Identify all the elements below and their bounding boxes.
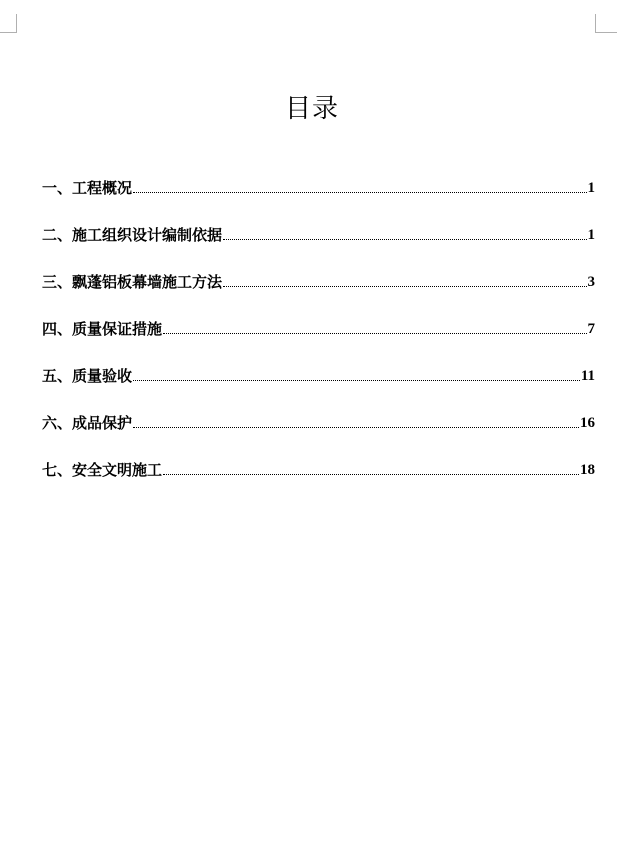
crop-mark-top-left-horizontal [0, 32, 17, 33]
toc-entry-page: 11 [580, 368, 595, 384]
toc-entry[interactable] [42, 197, 595, 244]
crop-mark-top-right-vertical [595, 14, 596, 32]
table-of-contents [42, 150, 595, 479]
toc-entry-page: 1 [587, 180, 595, 196]
toc-entry[interactable] [42, 432, 595, 479]
toc-entry[interactable] [42, 150, 595, 197]
toc-dot-leader [133, 191, 586, 193]
crop-mark-top-left-vertical [16, 14, 17, 32]
toc-dot-leader [133, 379, 580, 381]
toc-dot-leader [163, 473, 579, 475]
toc-title: 目录 [284, 94, 339, 124]
toc-entry-page: 1 [587, 227, 595, 243]
crop-mark-top-right-horizontal [595, 32, 617, 33]
toc-entry-label: 五、质量验收 [42, 367, 133, 385]
toc-entry-label: 七、安全文明施工 [42, 461, 163, 479]
toc-dot-leader [163, 332, 586, 334]
toc-entry-label: 一、工程概况 [42, 179, 133, 197]
toc-entry-label: 六、成品保护 [42, 414, 133, 432]
toc-entry[interactable] [42, 291, 595, 338]
toc-entry-page: 16 [580, 415, 595, 431]
toc-entry[interactable] [42, 244, 595, 291]
toc-entry-label: 三、飘蓬铝板幕墙施工方法 [42, 273, 223, 291]
toc-dot-leader [223, 238, 586, 240]
toc-entry[interactable] [42, 338, 595, 385]
toc-entry-page: 3 [587, 274, 595, 290]
toc-entry-page: 18 [580, 462, 595, 478]
toc-dot-leader [223, 285, 586, 287]
toc-entry-label: 四、质量保证措施 [42, 320, 163, 338]
toc-dot-leader [133, 426, 579, 428]
toc-entry-page: 7 [587, 321, 595, 337]
toc-entry-label: 二、施工组织设计编制依据 [42, 226, 223, 244]
toc-entry[interactable] [42, 385, 595, 432]
